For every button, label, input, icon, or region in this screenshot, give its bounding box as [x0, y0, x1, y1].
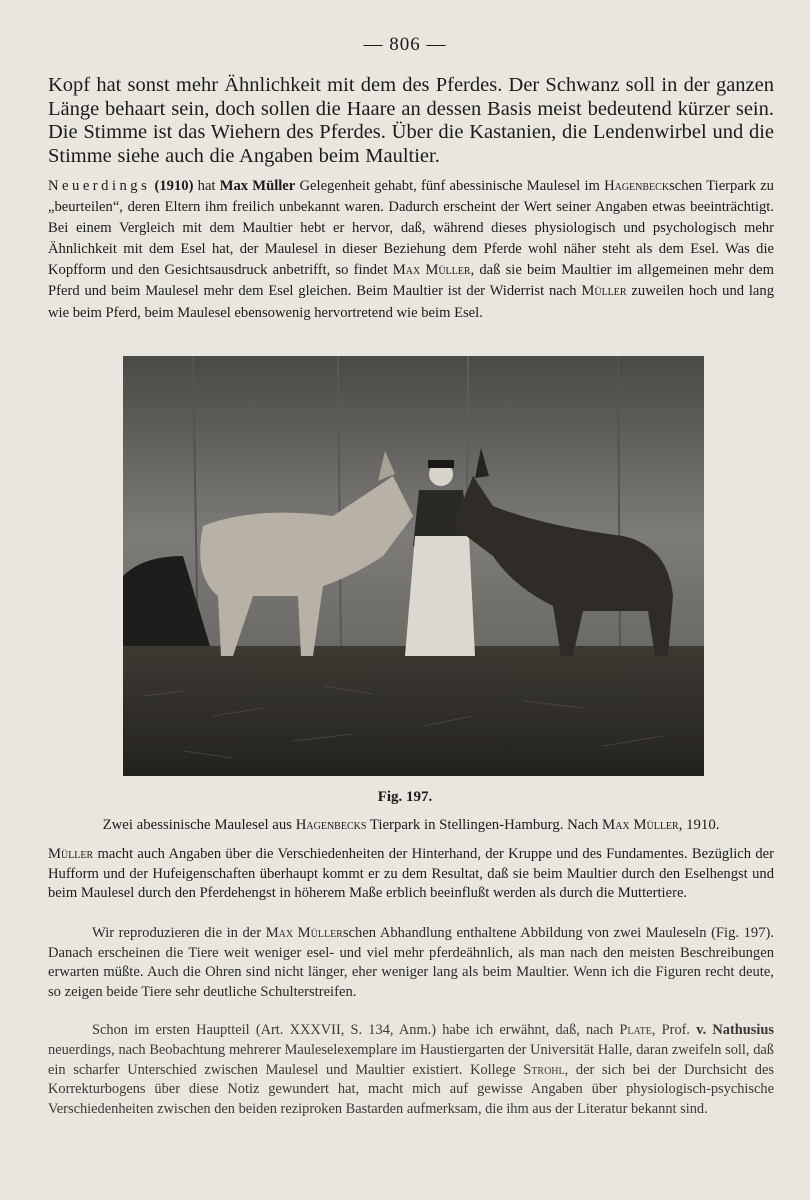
author-smallcaps: Max Müller — [265, 925, 343, 941]
text-run: zuweilen hoch und lang wie beim Pferd, beim Maulesel ebensowenig hervortretend wie beim Esel. — [48, 283, 774, 321]
ground — [123, 646, 704, 776]
text-run: hat — [193, 178, 220, 194]
paragraph-1: Kopf hat sonst mehr Ähnlichkeit mit dem des Pferdes. Der Schwanz soll in der ganzen Länge behaart sein, doch sollen die Haare an dessen Basis meist bedeutend kürzer sein. Die Stimme ist das Wiehern des Pferdes. Über die Kastanien, die Lendenwirbel und die Stimme siehe auch die Angaben beim Maultier. — [48, 74, 774, 167]
nathusius-bold: v. Nathusius — [696, 1022, 774, 1038]
text-run: schen Abhandlung enthaltene Abbildung von zwei Mauleseln (Fig. 197). Danach erscheinen die Tiere weit weniger esel- und viel mehr pferdeähnlich, als man nach den meisten Beschreibungen erwarten müßte. Auch die Ohren sind nicht länger, eher weniger lang als beim Maultier. Wenn ich die Figuren recht deute, so zeigen beide Tiere sehr deutliche Schulterstreifen. — [48, 925, 774, 1000]
author-smallcaps: Müller — [48, 846, 94, 862]
hagenbecks-smallcaps: Hagenbecks — [295, 817, 367, 833]
paragraph-2 — [48, 176, 774, 324]
text-run: Schon im ersten Hauptteil (Art. XXXVII, S. 134, Anm.) habe ich erwähnt, daß, nach — [92, 1022, 620, 1038]
year-bold: (1910) — [154, 178, 194, 194]
paragraph-4 — [48, 924, 774, 1002]
text-run: , daß sie beim Maultier im allgemeinen mehr dem Pferd und beim Maulesel mehr dem Esel gleichen. Beim Maultier ist der Widerrist nach — [48, 262, 775, 300]
text-run: neuerdings, nach Beobachtung mehrerer Mauleselexemplare im Haustiergarten der Universität Halle, daran zweifeln soll, daß ein scharfer Unterschied zwischen Maulesel und Maultier existiert. Kollege — [48, 1041, 774, 1078]
figure-photograph — [123, 356, 704, 776]
text-run: Tierpark in Stellingen-Hamburg. Nach — [366, 817, 603, 833]
author-name-bold: Max Müller — [219, 178, 296, 194]
figure-caption — [48, 815, 774, 835]
text-run: Gelegenheit gehabt, fünf abessinische Maulesel im — [295, 178, 605, 194]
author-smallcaps: Max Müller — [392, 262, 471, 279]
text-run: Wir reproduzieren die in der — [92, 925, 266, 941]
text-run: , 1910. — [678, 817, 720, 833]
paragraph-3 — [48, 845, 774, 904]
author-smallcaps: Max Müller — [602, 817, 679, 833]
page-number: — 806 — — [363, 34, 447, 55]
photo-two-mules — [123, 356, 704, 776]
figure-label: Fig. 197. — [377, 789, 433, 805]
paragraph-5 — [48, 1021, 774, 1120]
strohl-smallcaps: Strohl — [523, 1061, 565, 1078]
author-spaced-text: Neuerdings — [48, 178, 151, 194]
text-run: , der sich bei der Durchsicht des Korrekturbogens über diese Notiz gewundert hat, macht mich auf gewisse Angaben über physiologisch-psychische Verschiedenheiten zwischen den beiden reziproken Bastarden aufmerksam, die ihm aus der Literatur bekannt sind. — [48, 1061, 774, 1118]
text-run: schen Tierpark zu „beurteilen“, deren Eltern ihm freilich unbekannt waren. Dadurch erscheint der Wert seiner Angaben etwas beeinträchtigt. Bei einem Vergleich mit dem Maultier hebt er hervor, daß, während dieses physiologisch und psychologisch mehr Ähnlichkeit mit dem Esel hat, der Maulesel in dieser Beziehung dem Pferde wohl näher steht als dem Esel. Was die Kopfform und den Gesichtsausdruck anbetrifft, so findet — [48, 178, 774, 279]
hagenbeck-smallcaps: Hagenbeck — [604, 178, 670, 194]
author-smallcaps: Müller — [581, 283, 627, 300]
text-run: macht auch Angaben über die Verschiedenheiten der Hinterhand, der Kruppe und des Fundamentes. Bezüglich der Hufform und der Hufeigenschaften überhaupt kommt er zu dem Resultat, daß sie beim Maultier durch den Eselhengst und beim Maulesel durch den Pferdehengst in höherem Maße erblich beeinflußt werden als durch die Muttertiere. — [48, 846, 774, 902]
text-run: Zwei abessinische Maulesel aus — [102, 817, 296, 833]
text-run: , Prof. — [651, 1022, 697, 1038]
plate-smallcaps: Plate — [619, 1022, 652, 1038]
